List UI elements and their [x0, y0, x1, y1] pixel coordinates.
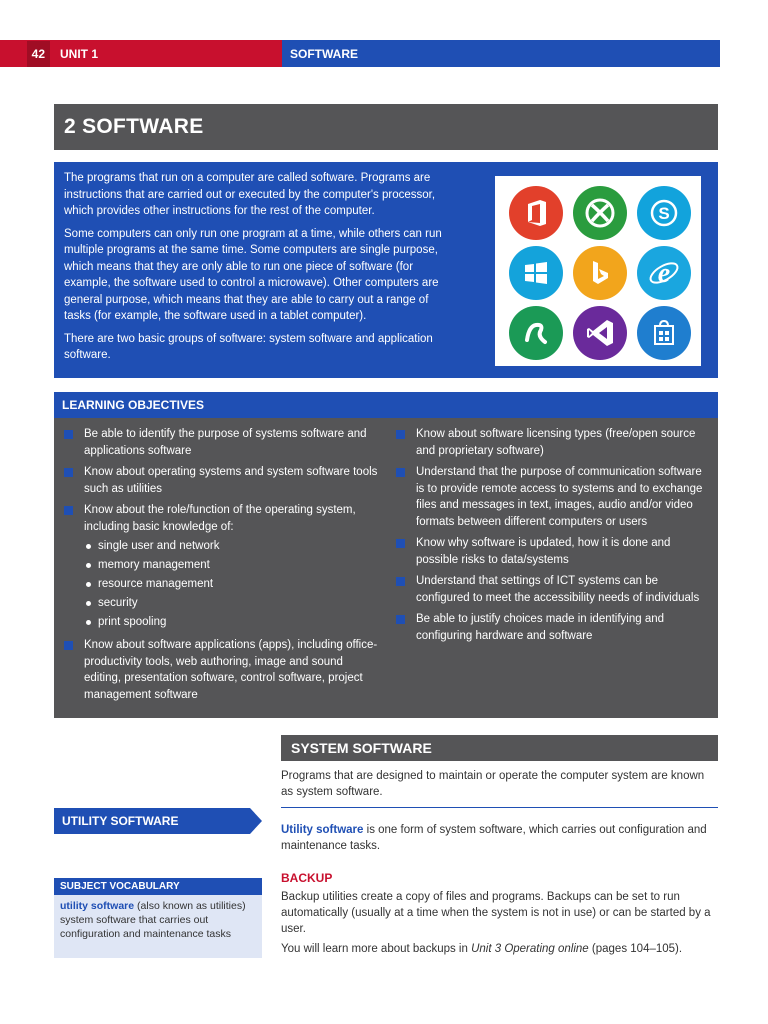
subject-vocabulary-box	[54, 878, 262, 958]
learning-objectives-header: LEARNING OBJECTIVES	[54, 392, 718, 418]
visual-studio-icon	[573, 306, 627, 360]
section-divider	[281, 807, 718, 808]
section-label: SOFTWARE	[282, 40, 720, 67]
utility-software-text: Utility software is one form of system software, which carries out configuration and maintenance tasks.	[281, 824, 707, 852]
bullet-dot-icon	[86, 544, 91, 549]
system-software-heading: SYSTEM SOFTWARE	[281, 735, 718, 761]
objective-item: Know why software is updated, how it is done and possible risks to data/systems	[394, 535, 710, 568]
bullet-square-icon	[396, 468, 405, 477]
sway-icon	[509, 306, 563, 360]
utility-software-term: Utility software	[281, 824, 364, 836]
windows-icon	[509, 246, 563, 300]
bullet-square-icon	[396, 615, 405, 624]
intro-paragraph: Some computers can only run one program at a time, while others can run multiple programs at the same time. Some computers are single purpose, which means that they are only able to run one piece of software (for example, the software used to control a microwave). Other computers are general purpose, which means that they are able to carry out a range of tasks (for example, the software used in a tablet computer).	[64, 227, 442, 322]
page-header	[0, 40, 720, 67]
office-icon	[509, 186, 563, 240]
page-number: 42	[27, 41, 50, 67]
bullet-square-icon	[396, 577, 405, 586]
chapter-title: 2 SOFTWARE	[54, 104, 718, 150]
backup-heading: BACKUP	[281, 871, 333, 885]
windows-store-icon	[637, 306, 691, 360]
bullet-square-icon	[64, 641, 73, 650]
intro-box	[54, 162, 718, 378]
os-topic-item: print spooling	[84, 613, 382, 632]
backup-reference: You will learn more about backups in Unit 3 Operating online (pages 104–105).	[281, 943, 683, 955]
os-topic-item: memory management	[84, 556, 382, 575]
bing-icon	[573, 246, 627, 300]
objective-item: Be able to justify choices made in identifying and configuring hardware and software	[394, 611, 710, 644]
intro-paragraph: There are two basic groups of software: system software and application software.	[64, 332, 433, 361]
subject-vocabulary-title: SUBJECT VOCABULARY	[54, 878, 262, 895]
backup-paragraph: Backup utilities create a copy of files and programs. Backups can be set to run automatically (usually at a time when the system is not in use) or can be started by a user.	[281, 891, 711, 935]
page-number-box	[0, 40, 54, 67]
bullet-dot-icon	[86, 582, 91, 587]
objectives-left-column	[62, 426, 382, 708]
objective-item: Be able to identify the purpose of systems software and applications software	[62, 426, 382, 459]
bullet-dot-icon	[86, 601, 91, 606]
intro-text	[64, 170, 452, 370]
objective-item: Understand that settings of ICT systems can be configured to meet the accessibility needs of individuals	[394, 573, 710, 606]
objective-item: Know about operating systems and system software tools such as utilities	[62, 464, 382, 497]
objective-item: Know about software applications (apps), including office-productivity tools, web authoring, image and sound editing, presentation software, control software, project management software	[62, 637, 382, 703]
learning-objectives-body	[54, 418, 718, 718]
unit-reference: Unit 3 Operating online	[471, 943, 589, 955]
objectives-right-column	[394, 426, 710, 649]
os-topic-item: security	[84, 594, 382, 613]
unit-label: UNIT 1	[54, 40, 282, 67]
utility-software-tag	[54, 808, 262, 834]
bullet-square-icon	[64, 468, 73, 477]
bullet-square-icon	[396, 539, 405, 548]
os-topics-list	[84, 537, 382, 632]
xbox-icon	[573, 186, 627, 240]
intro-paragraph: The programs that run on a computer are called software. Programs are instructions that are carried out or executed by the computer's processor, which provides other instructions for the rest of the computer.	[64, 172, 436, 217]
bullet-square-icon	[64, 430, 73, 439]
system-software-text: Programs that are designed to maintain or operate the computer system are known as system software.	[281, 770, 705, 798]
skype-icon	[637, 186, 691, 240]
app-icons-panel	[495, 176, 701, 366]
bullet-square-icon	[64, 506, 73, 515]
svg-text:e: e	[657, 258, 671, 289]
bullet-square-icon	[396, 430, 405, 439]
objective-item: Understand that the purpose of communication software is to provide remote access to systems and to exchange files and messages in text, images, audio and/or video formats between different computers or users	[394, 464, 710, 530]
vocabulary-term: utility software	[60, 900, 135, 912]
bullet-dot-icon	[86, 620, 91, 625]
svg-text:S: S	[658, 204, 670, 223]
vocabulary-definition: utility software (also known as utilities) system software that carries out configuration and maintenance tasks	[60, 900, 246, 940]
internet-explorer-icon	[637, 246, 691, 300]
utility-software-tag-label: UTILITY SOFTWARE	[62, 814, 179, 828]
os-topic-item: single user and network	[84, 537, 382, 556]
objective-item: Know about software licensing types (free/open source and proprietary software)	[394, 426, 710, 459]
bullet-dot-icon	[86, 563, 91, 568]
os-topic-item: resource management	[84, 575, 382, 594]
objective-item: Know about the role/function of the operating system, including basic knowledge of: single user and network memory management resource management security print spooling	[62, 502, 382, 632]
backup-text	[281, 889, 718, 961]
